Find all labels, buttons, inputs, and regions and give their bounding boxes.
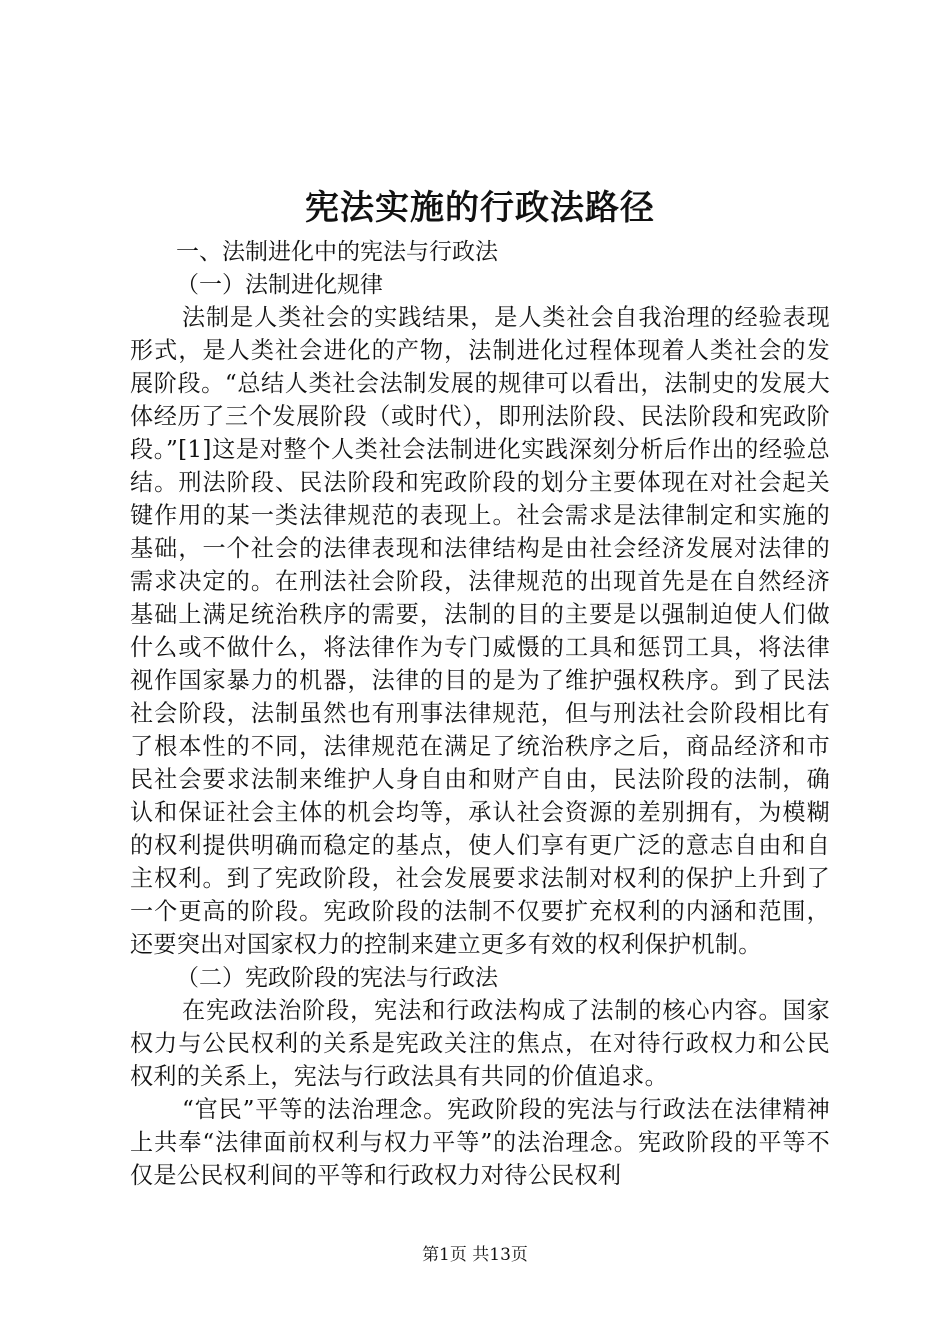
document-title: 宪法实施的行政法路径	[305, 188, 655, 228]
paragraph-1: 法制是人类社会的实践结果，是人类社会自我治理的经验表现形式，是人类社会进化的产物，法制进化过程体现着人类社会的发展阶段。“总结人类社会法制发展的规律可以看出，法制史的发展大体经历了三个发展阶段（或时代），即刑法阶段、民法阶段和宪政阶段。”[1]这是对整个人类社会法制进化实践深刻分析后作出的经验总结。刑法阶段、民法阶段和宪政阶段的划分主要体现在对社会起关键作用的某一类法律规范的表现上。社会需求是法律制定和实施的基础，一个社会的法律表现和法律结构是由社会经济发展对法律的需求决定的。在刑法社会阶段，法律规范的出现首先是在自然经济基础上满足统治秩序的需要，法制的目的主要是以强制迫使人们做什么或不做什么，将法律作为专门威慑的工具和惩罚工具，将法律视作国家暴力的机器，法律的目的是为了维护强权秩序。到了民法社会阶段，法制虽然也有刑事法律规范，但与刑法社会阶段相比有了根本性的不同，法律规范在满足了统治秩序之后，商品经济和市民社会要求法制来维护人身自由和财产自由，民法阶段的法制，确认和保证社会主体的机会均等，承认社会资源的差别拥有，为模糊的权利提供明确而稳定的基点，使人们享有更广泛的意志自由和自主权利。到了宪政阶段，社会发展要求法制对权利的保护上升到了一个更高的阶段。宪政阶段的法制不仅要扩充权利的内涵和范围，还要突出对国家权力的控制来建立更多有效的权利保护机制。	[130, 305, 830, 958]
section-heading-1: 一、法制进化中的宪法与行政法	[176, 239, 498, 265]
page-footer: 第1页 共13页	[422, 1245, 528, 1265]
document-page	[130, 182, 830, 1193]
paragraph-3: “官民”平等的法治理念。宪政阶段的宪法与行政法在法律精神上共奉“法律面前权利与权力平等”的法治理念。宪政阶段的平等不仅是公民权利间的平等和行政权力对待公民权利	[130, 1097, 830, 1189]
subsection-heading-1-2: （二）宪政阶段的宪法与行政法	[176, 965, 498, 991]
subsection-heading-1-1: （一）法制进化规律	[176, 272, 383, 298]
paragraph-2: 在宪政法治阶段，宪法和行政法构成了法制的核心内容。国家权力与公民权利的关系是宪政关注的焦点，在对待行政权力和公民权利的关系上，宪法与行政法具有共同的价值追求。	[130, 998, 830, 1090]
